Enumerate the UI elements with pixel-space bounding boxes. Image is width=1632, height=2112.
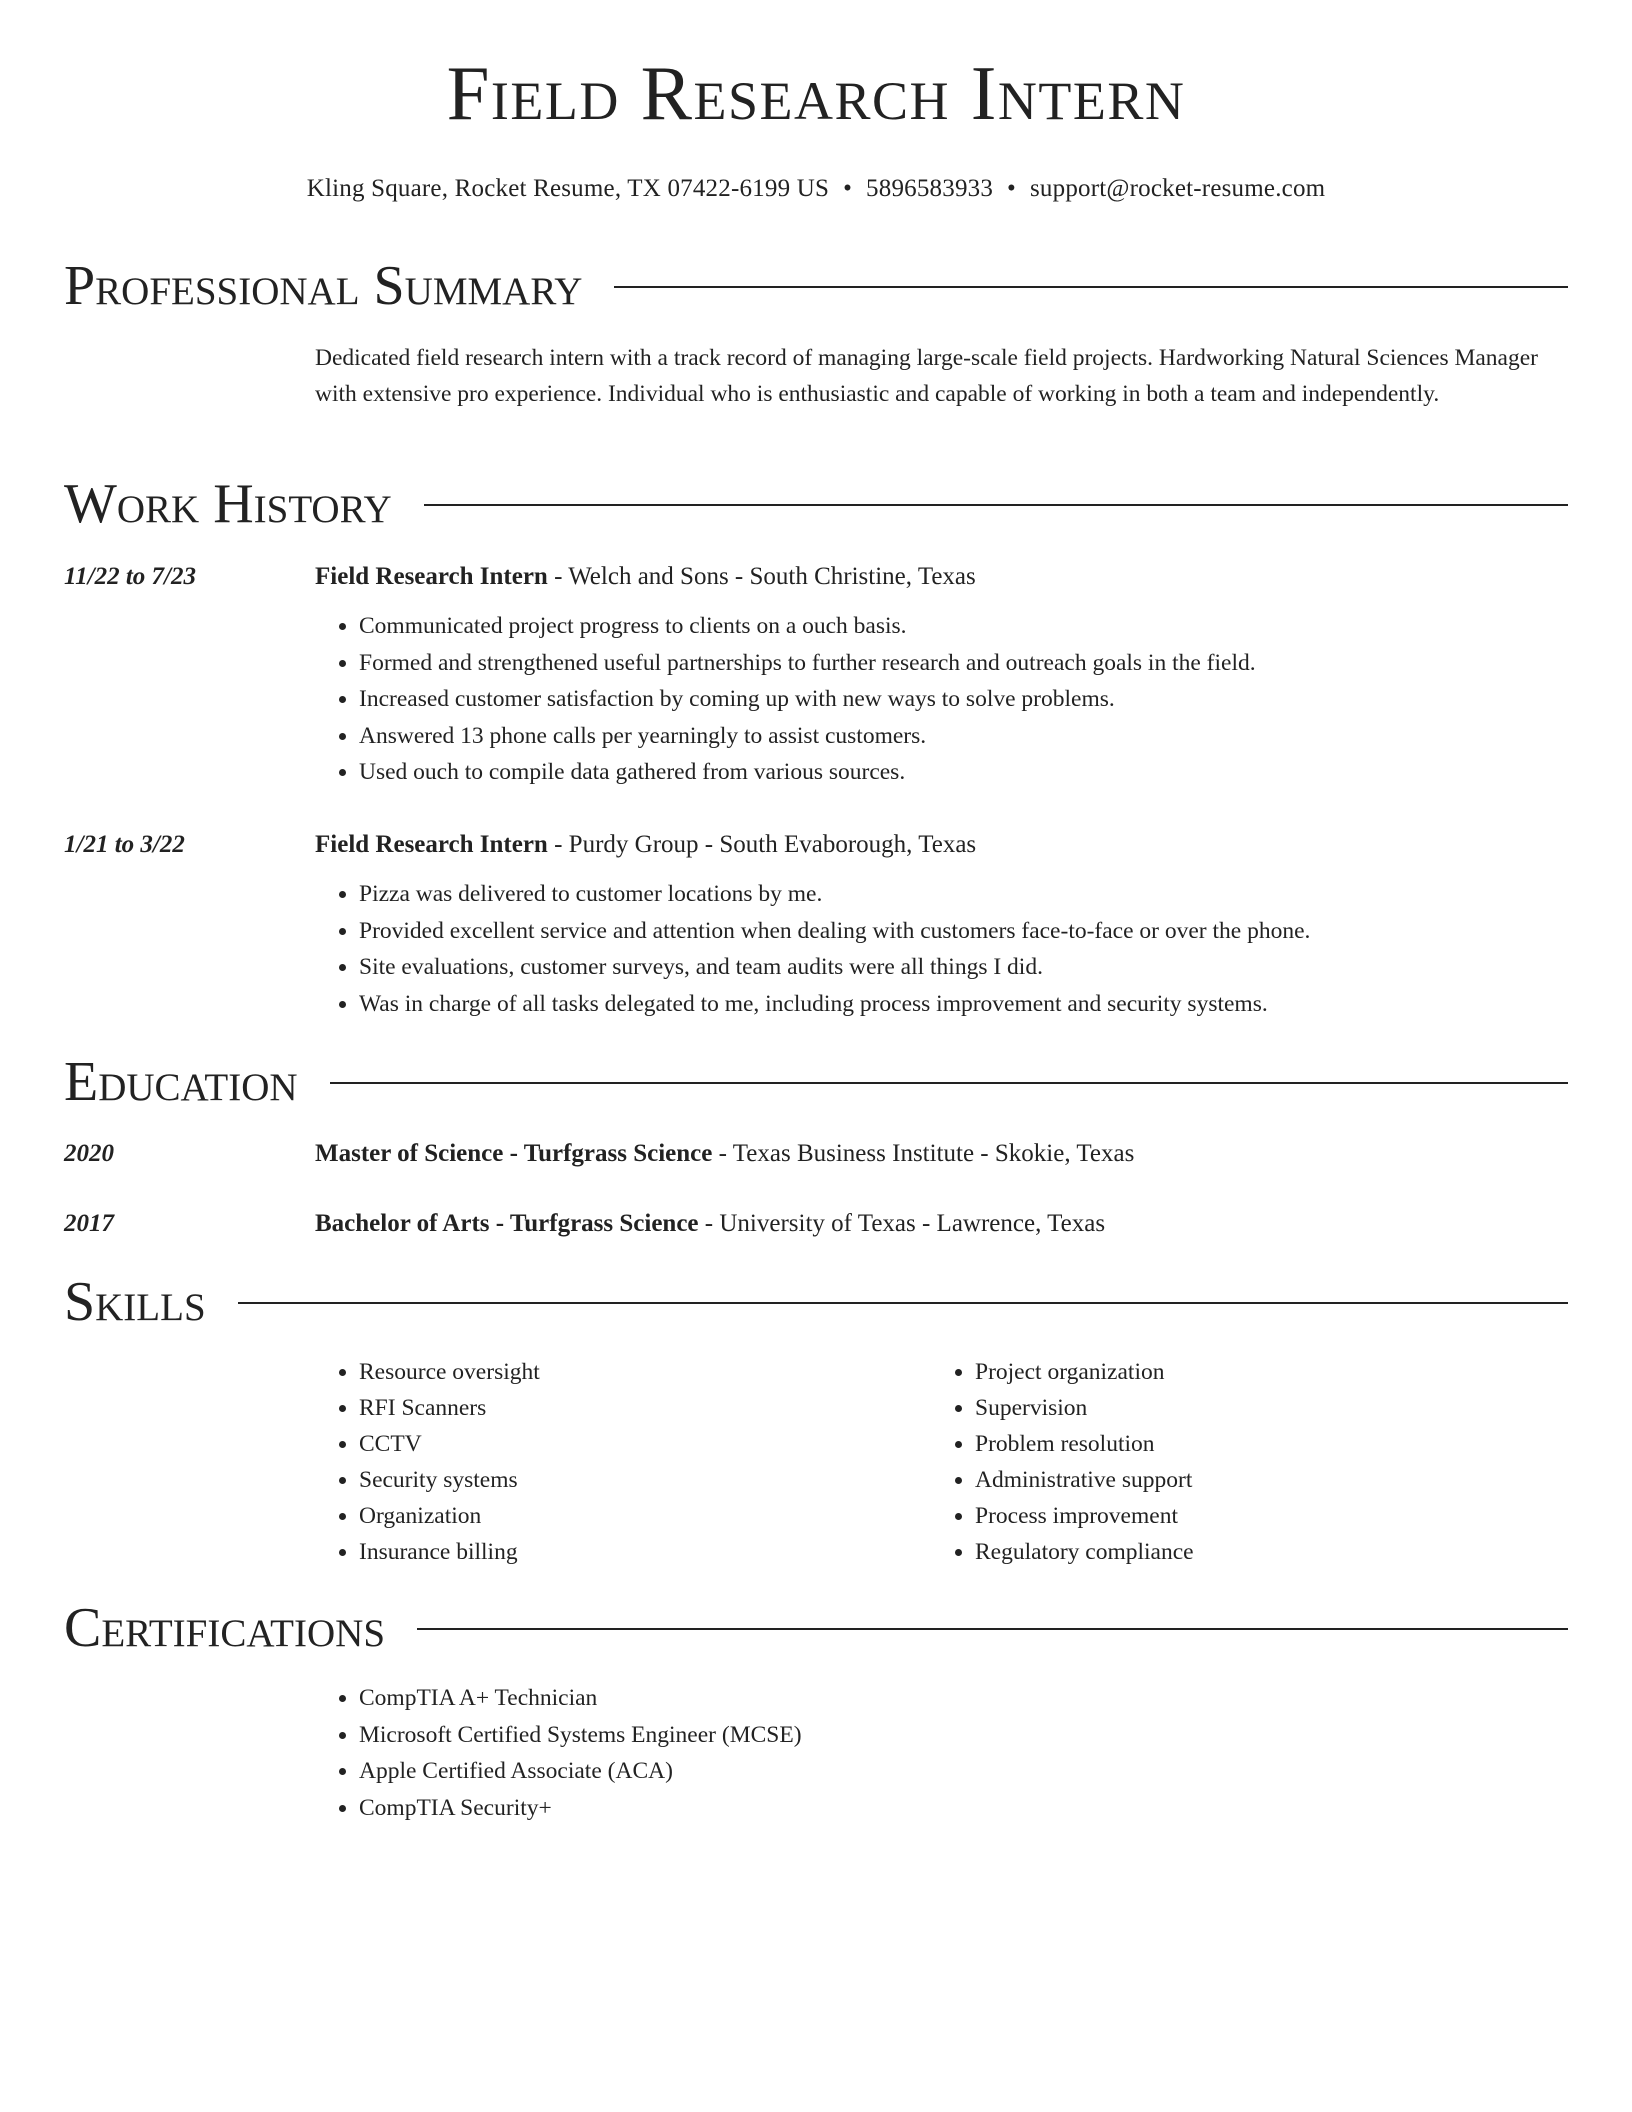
- education-line: [315, 1211, 1105, 1236]
- section-title: Professional Summary: [64, 255, 583, 317]
- list-item: • Provided excellent service and attention when dealing with customers face-to-face or over the phone.: [359, 913, 1310, 950]
- list-item: • Used ouch to compile data gathered from various sources.: [359, 754, 1256, 791]
- skill-item: • Supervision: [975, 1390, 1194, 1426]
- education-degree: Bachelor of Arts - Turfgrass Science: [315, 1210, 699, 1237]
- certification-item: • CompTIA Security+: [359, 1790, 802, 1827]
- section-heading-education: [64, 1051, 1568, 1113]
- section-heading-work-history: [64, 473, 1568, 535]
- education-line: [315, 1141, 1134, 1166]
- job-title-line: [315, 832, 976, 857]
- contact-separator: •: [843, 175, 853, 202]
- education-school: - Texas Business Institute - Skokie, Texas: [712, 1140, 1135, 1167]
- certifications-list: [315, 1680, 802, 1826]
- list-item: • Increased customer satisfaction by coming up with new ways to solve problems.: [359, 681, 1256, 718]
- contact-line: [64, 176, 1568, 201]
- job-employer: - Welch and Sons - South Christine, Texas: [547, 563, 976, 590]
- education-degree: Master of Science - Turfgrass Science: [315, 1140, 713, 1167]
- contact-address: Kling Square, Rocket Resume, TX 07422-6199 US: [306, 175, 830, 202]
- section-divider: [330, 1082, 1568, 1084]
- section-title: Work History: [64, 473, 392, 535]
- section-divider: [238, 1302, 1568, 1304]
- job-dates: 1/21 to 3/22: [64, 831, 185, 858]
- skills-list-right: [931, 1354, 1194, 1570]
- certification-item: • Apple Certified Associate (ACA): [359, 1753, 802, 1790]
- skill-item: • RFI Scanners: [359, 1390, 540, 1426]
- section-divider: [417, 1628, 1568, 1630]
- resume-name: Field Research Intern: [446, 50, 1186, 136]
- skill-item: • Security systems: [359, 1462, 540, 1498]
- job-bullets: [315, 608, 1256, 791]
- job-title-line: [315, 564, 976, 589]
- job-dates: 11/22 to 7/23: [64, 563, 196, 590]
- section-divider: [424, 504, 1568, 506]
- education-year: 2017: [64, 1210, 114, 1237]
- section-title: Education: [64, 1051, 298, 1113]
- skill-item: • Process improvement: [975, 1498, 1194, 1534]
- contact-phone: 5896583933: [866, 175, 994, 202]
- skill-item: • Insurance billing: [359, 1534, 540, 1570]
- section-title: Certifications: [64, 1597, 386, 1659]
- job-title: Field Research Intern: [315, 831, 548, 858]
- list-item: • Communicated project progress to clients on a ouch basis.: [359, 608, 1256, 645]
- list-item: • Formed and strengthened useful partnerships to further research and outreach goals in the field.: [359, 645, 1256, 682]
- skill-item: • CCTV: [359, 1426, 540, 1462]
- contact-separator: •: [1007, 175, 1016, 202]
- summary-text: Dedicated field research intern with a track record of managing large-scale field projects. Hardworking Natural Sciences Manager with extensive pro experience. Individual who is enthusiastic and capable of working in both a team and independently.: [315, 345, 1538, 407]
- section-title: Skills: [64, 1271, 206, 1333]
- education-year: 2020: [64, 1140, 114, 1167]
- section-heading-certifications: [64, 1597, 1568, 1659]
- job-title: Field Research Intern: [315, 563, 548, 590]
- skill-item: • Administrative support: [975, 1462, 1194, 1498]
- skill-item: • Problem resolution: [975, 1426, 1194, 1462]
- section-heading-skills: [64, 1271, 1568, 1333]
- skill-item: • Project organization: [975, 1354, 1194, 1390]
- section-heading-summary: [64, 255, 1568, 317]
- skill-item: • Resource oversight: [359, 1354, 540, 1390]
- list-item: • Was in charge of all tasks delegated to me, including process improvement and security systems.: [359, 986, 1310, 1023]
- skill-item: • Organization: [359, 1498, 540, 1534]
- job-bullets: [315, 876, 1310, 1022]
- list-item: • Answered 13 phone calls per yearningly to assist customers.: [359, 718, 1256, 755]
- contact-email: support@rocket-resume.com: [1030, 175, 1326, 202]
- education-school: - University of Texas - Lawrence, Texas: [698, 1210, 1106, 1237]
- certification-item: • CompTIA A+ Technician: [359, 1680, 802, 1717]
- job-employer: - Purdy Group - South Evaborough, Texas: [547, 831, 977, 858]
- list-item: • Pizza was delivered to customer locations by me.: [359, 876, 1310, 913]
- section-divider: [614, 286, 1568, 288]
- certification-item: • Microsoft Certified Systems Engineer (MCSE): [359, 1717, 802, 1754]
- skill-item: • Regulatory compliance: [975, 1534, 1194, 1570]
- list-item: • Site evaluations, customer surveys, and team audits were all things I did.: [359, 949, 1310, 986]
- skills-list-left: [315, 1354, 540, 1570]
